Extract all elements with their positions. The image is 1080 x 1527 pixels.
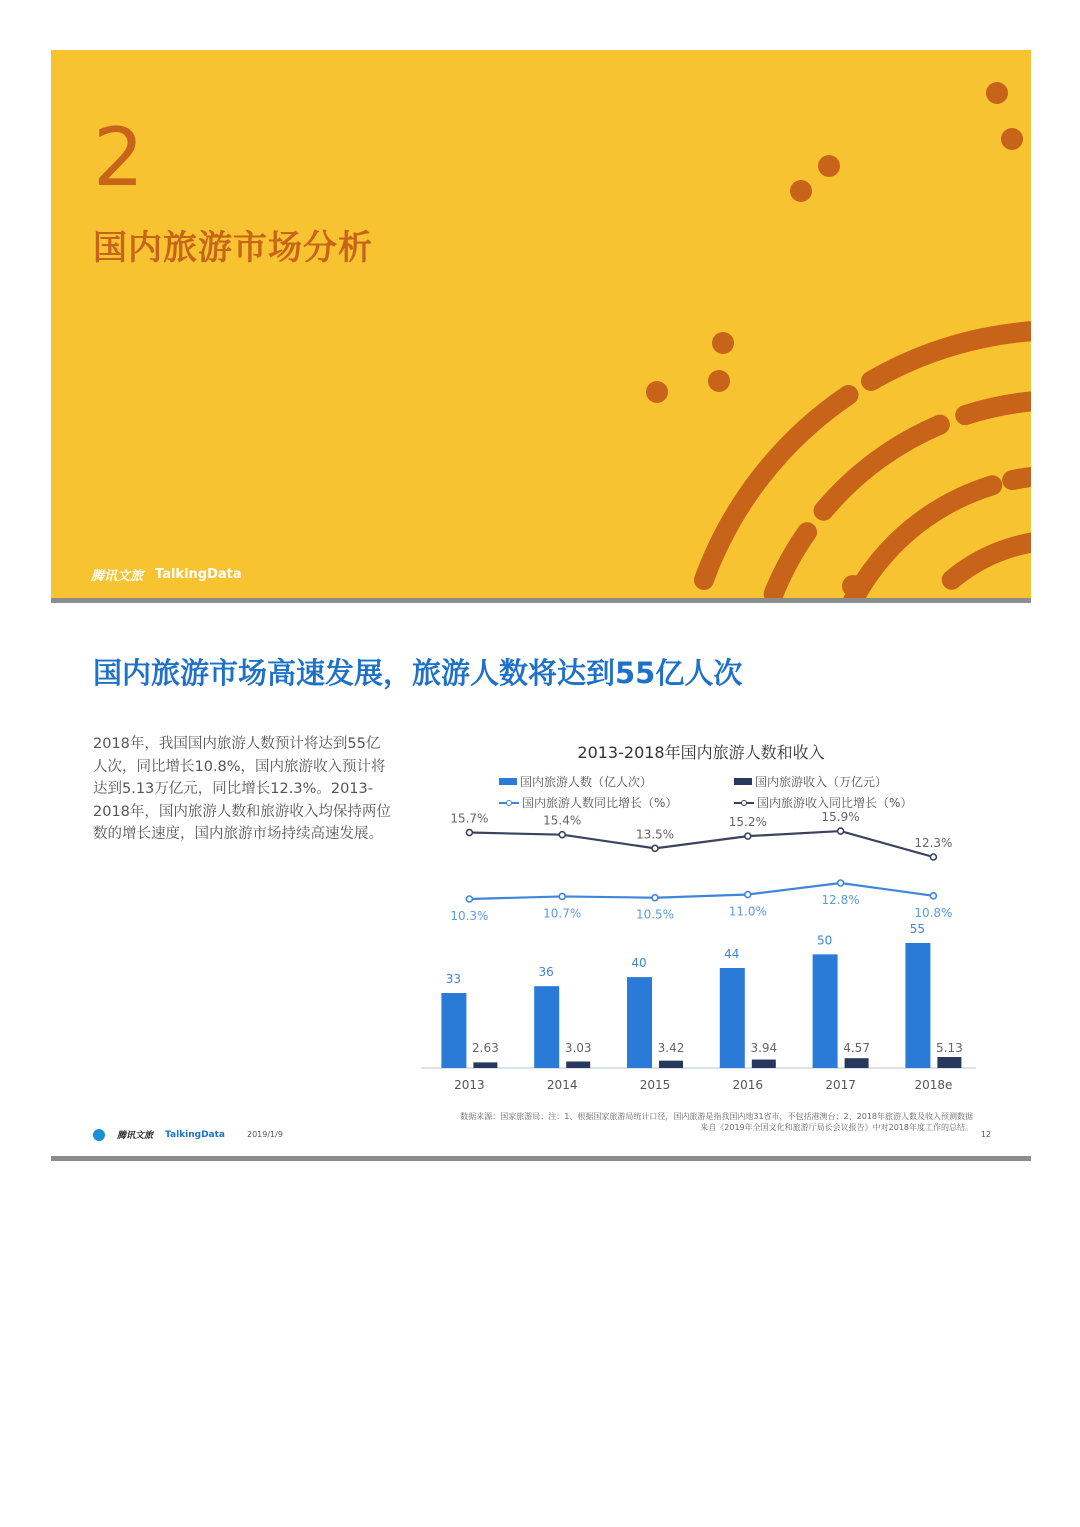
footnote-line: 数据来源：国家旅游局；注：1、根据国家旅游局统计口径，国内旅游是指我国内地31省市，不包括港澳台；2、2018年旅游人数及收入预测数据 — [460, 1112, 973, 1121]
footer-brand-row — [93, 1128, 283, 1141]
bar-label-visitors: 50 — [816, 933, 833, 948]
decorative-dot — [986, 82, 1008, 104]
footer-brand-talkingdata: TalkingData — [165, 1129, 225, 1140]
decorative-dot — [646, 381, 668, 403]
data-label-revenue-growth: 15.2% — [728, 815, 767, 830]
point-revenue-growth — [745, 833, 751, 839]
decorative-arc — [965, 400, 1031, 415]
data-label-visitor-growth: 10.8% — [914, 905, 953, 920]
bar-visitors — [720, 968, 745, 1068]
point-revenue-growth — [559, 832, 565, 838]
bar-label-revenue: 4.57 — [843, 1041, 870, 1055]
decorative-dot — [842, 575, 864, 597]
x-tick-label: 2018e — [914, 1078, 953, 1092]
bar-revenue — [937, 1057, 961, 1068]
bar-label-revenue: 5.13 — [936, 1041, 963, 1055]
decorative-dot — [790, 180, 812, 202]
line-revenue-growth — [469, 831, 933, 857]
tencent-logo-icon — [93, 1129, 105, 1141]
data-label-visitor-growth: 10.7% — [543, 906, 582, 921]
data-source-footnote — [413, 1111, 973, 1133]
bar-label-visitors: 40 — [631, 956, 647, 971]
footnote-line: 来自《2019年全国文化和旅游厅局长会议报告》中对2018年度工作的总结。 — [700, 1123, 973, 1132]
data-label-revenue-growth: 13.5% — [635, 827, 675, 842]
x-tick-label: 2013 — [454, 1078, 485, 1092]
point-visitor-growth — [930, 893, 936, 899]
x-tick-label: 2015 — [639, 1078, 671, 1092]
bar-revenue — [845, 1058, 869, 1068]
bar-revenue — [659, 1061, 683, 1068]
legend-label: 国内旅游人数同比增长（%） — [522, 796, 678, 810]
bar-label-revenue: 3.94 — [750, 1041, 778, 1055]
x-tick-label: 2016 — [732, 1078, 764, 1092]
point-revenue-growth — [652, 845, 658, 851]
brand-talkingdata-logo: TalkingData — [155, 567, 242, 582]
bar-label-visitors: 44 — [724, 947, 740, 961]
legend-label: 国内旅游收入同比增长（%） — [757, 796, 913, 810]
decorative-arcs — [51, 50, 1031, 598]
x-tick-label: 2017 — [825, 1078, 856, 1092]
decorative-dot — [712, 332, 734, 354]
slide-divider — [51, 1156, 1031, 1161]
data-label-revenue-growth: 15.9% — [821, 810, 860, 825]
point-visitor-growth — [838, 880, 844, 886]
data-label-visitor-growth: 11.0% — [728, 904, 767, 919]
x-tick-label: 2014 — [546, 1078, 578, 1092]
data-label-visitor-growth: 10.5% — [635, 907, 675, 922]
cover-brand-row — [91, 565, 242, 584]
bar-label-revenue: 3.03 — [564, 1041, 592, 1055]
bar-revenue — [473, 1062, 497, 1068]
bar-label-revenue: 2.63 — [472, 1041, 499, 1055]
decorative-arc — [774, 532, 807, 594]
chart-title: 2013-2018年国内旅游人数和收入 — [577, 743, 825, 762]
combo-chart — [51, 603, 1031, 1156]
content-slide — [51, 603, 1031, 1156]
bar-visitors — [441, 993, 466, 1068]
point-visitor-growth — [652, 895, 658, 901]
bar-label-visitors: 36 — [538, 965, 554, 980]
decorative-dot — [818, 155, 840, 177]
brand-tencent-logo: 腾讯文旅 — [91, 569, 144, 584]
data-label-revenue-growth: 15.4% — [543, 813, 582, 828]
footer-date: 2019/1/9 — [247, 1130, 283, 1139]
section-cover-slide — [51, 50, 1031, 598]
point-visitor-growth — [745, 892, 751, 898]
data-label-revenue-growth: 15.7% — [450, 811, 489, 826]
summary-paragraph: 2018年，我国国内旅游人数预计将达到55亿人次，同比增长10.8%，国内旅游收入预计将达到5.13万亿元，同比增长12.3%。2013-2018年，国内旅游人数和旅游收入均保持两位数的增长速度，国内旅游市场持续高速发展。 — [93, 736, 391, 842]
data-label-revenue-growth: 12.3% — [914, 836, 953, 850]
bar-visitors — [813, 954, 838, 1068]
point-visitor-growth — [559, 893, 565, 899]
decorative-arc — [952, 541, 1031, 580]
bar-visitors — [534, 986, 559, 1068]
point-visitor-growth — [466, 896, 472, 902]
slide-title: 国内旅游市场高速发展，旅游人数将达到55亿人次 — [93, 656, 743, 690]
section-number: 2 — [93, 111, 144, 204]
footer-brand-tencent: 腾讯文旅 — [117, 1131, 154, 1141]
bar-label-visitors: 55 — [909, 922, 926, 936]
point-revenue-growth — [930, 854, 936, 860]
bar-label-revenue: 3.42 — [657, 1041, 685, 1055]
decorative-arc — [824, 425, 940, 511]
legend-label: 国内旅游收入（万亿元） — [755, 775, 888, 789]
point-revenue-growth — [466, 830, 472, 836]
bar-label-visitors: 33 — [445, 972, 462, 986]
bar-visitors — [905, 943, 930, 1068]
point-revenue-growth — [838, 828, 844, 834]
section-title: 国内旅游市场分析 — [93, 228, 373, 268]
decorative-arc — [704, 395, 849, 580]
decorative-dot — [1001, 128, 1023, 150]
line-visitor-growth — [469, 883, 933, 899]
decorative-arc — [871, 330, 1031, 381]
bar-revenue — [752, 1060, 776, 1068]
decorative-arc — [1012, 475, 1031, 480]
decorative-dot — [708, 370, 730, 392]
legend-label: 国内旅游人数（亿人次） — [520, 775, 653, 789]
data-label-visitor-growth: 12.8% — [821, 893, 860, 907]
data-label-visitor-growth: 10.3% — [450, 909, 489, 923]
bar-visitors — [627, 977, 652, 1068]
page-number: 12 — [980, 1130, 991, 1139]
bar-revenue — [566, 1062, 590, 1068]
